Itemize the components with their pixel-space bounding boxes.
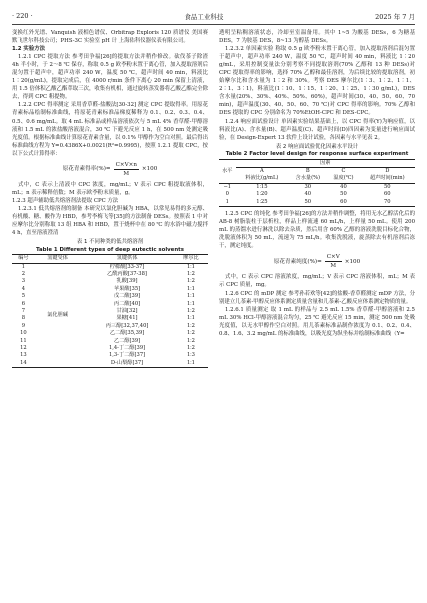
t1-cell-number: 2 xyxy=(21,270,26,277)
t1-col-hbd: 氢键供体 xyxy=(80,255,174,263)
t2-letter-c: C xyxy=(341,168,346,175)
formula-lhs: 原花青素得率(%)= xyxy=(62,166,111,173)
instruments-paragraph: 变换红外光谱、Vanquish 液相色谱仪、Orbitrap Exploris 120 质谱仪 美国赛默飞世尔科技公司；PHS-3C 实验室 pH 计 上海佑科仪器仪表有限公司。 xyxy=(12,30,208,45)
t2-cell: 60 xyxy=(384,191,391,198)
t1-cell-ratio: 1∶2 xyxy=(186,330,195,337)
t2-letter-b: B xyxy=(305,168,310,175)
t2-cell: 1∶20 xyxy=(256,191,268,198)
t1-cell-hbd: 柠檬酸[33-37] xyxy=(109,263,145,270)
t2-sub-time: 超声时间(min) xyxy=(360,175,415,183)
paragraph-1-2-2: 1.2.2 CPC 得率测定 采用香草醛-盐酸法[30-32] 测定 CPC 提取得率。用原花青素标品绘制标准曲线，将原花青素标准品梯度稀释为 0.1、0.2、0.3、0.4、0.5、0.6 mg/mL。取 4 mL 标准品或样品溶液依次与 5 mL 4% 香草醛-甲醇溶液和 1.5 mL 的浓盐酸溶液混合，30 ℃ 下避光反应 1 h，在 500 nm 处测定吸光度值。根据标准曲线计算原花青素含量，以 0.1% 甲醇作为空白对照。最后得出标准曲线方程为 Y=0.4386X+0.0021(R²=0.9995)，按照 1.2.1 提取 CPC，按以下公式计算得率： xyxy=(12,102,208,157)
formula-fraction xyxy=(114,161,139,178)
t2-letter-d: D xyxy=(385,168,390,175)
t2-cell: 1∶25 xyxy=(236,199,289,207)
table-row xyxy=(12,263,208,271)
t1-cell-hba: 氯化胆碱 xyxy=(35,263,80,368)
t2-cell: 1 xyxy=(219,199,236,207)
t1-cell-ratio: 1∶2 xyxy=(186,278,195,285)
formula-denominator: M xyxy=(123,170,130,177)
t1-cell-hbd: 果糖[41] xyxy=(116,315,138,322)
page-number: · 220 · xyxy=(12,12,33,20)
t1-cell-hbd: 乙二醇[39] xyxy=(113,337,141,344)
table-2 xyxy=(219,159,415,207)
t2-cell: 30 xyxy=(304,183,312,190)
t1-col-hba: 氢键受体 xyxy=(35,255,80,263)
table-1-title: 表 1 不同种类的低共熔溶剂 xyxy=(76,239,144,246)
t1-cell-number: 7 xyxy=(21,308,26,315)
table-1 xyxy=(12,254,208,368)
t1-cell-number: 11 xyxy=(20,337,27,344)
t1-cell-ratio: 1∶1 xyxy=(186,263,195,270)
table-1-title-en: Table 1 Different types of deep eutectic solvents xyxy=(36,246,184,253)
t1-cell-ratio: 1∶1 xyxy=(174,360,208,368)
continuation-paragraph: 透明呈粘稠溶液状态，冷却至室温备用。其中 1~5 为酸基 DESs，6 为糖基 DES，7 为胺基 DES，8~13 为醇基 DESs。 xyxy=(219,30,415,45)
t2-cell: 50 xyxy=(288,199,327,207)
t1-cell-number: 10 xyxy=(20,330,27,337)
purity-formula xyxy=(219,253,415,270)
t2-cell: 40 xyxy=(304,191,312,198)
t1-cell-ratio: 1∶1 xyxy=(186,315,195,322)
t2-sub-ratio: 料液比(g/mL) xyxy=(236,175,289,183)
t1-cell-number: 14 xyxy=(12,360,35,368)
t1-cell-hbd: 丙二酸[40] xyxy=(113,300,141,307)
formula-legend: 式中，C 表示上清液中 CPC 浓度，mg/mL；V 表示 CPC 粗提取液体积，mL；n 表示稀释倍数；M 表示欧李粉末质量，g。 xyxy=(12,181,208,196)
t1-cell-ratio: 1∶1 xyxy=(186,300,195,307)
t2-cell: 50 xyxy=(340,191,347,198)
t1-cell-hbd: 乳酸[39] xyxy=(116,278,138,285)
heading-1-2-3: 1.2.3 超声辅助低共熔溶剂法提取 CPC 方法 xyxy=(12,197,119,204)
running-header xyxy=(12,10,415,22)
t2-cell: 50 xyxy=(384,183,391,190)
t1-cell-number: 6 xyxy=(21,300,26,307)
table-2-title: 表 2 响应面试验优化因素水平设计 xyxy=(275,143,359,150)
t1-cell-hbd: 丙三醇[32,37,40] xyxy=(105,322,149,329)
t2-cell: −1 xyxy=(223,183,232,190)
t2-factor-header: 因素 xyxy=(236,159,415,167)
t1-col-number: 编号 xyxy=(12,255,35,263)
right-column xyxy=(219,29,415,338)
formula-rhs: ×100 xyxy=(141,166,158,173)
paragraph-1-2-3-2: 1.2.3.2 单因素实验 称取 0.5 g 欧李粉末置于离心管，加入提取溶剂后混匀置于超声中，超声功率 240 W，温度 50 ℃，超声时间 40 min，料液比 1∶20 g/mL，采用控制变量法分别考察不同提取溶剂(70% 乙醇和 13 种 DESs)对 CPC 提取得率的影响，选择 70% 乙醇和最佳溶剂，为后续比较的提取溶剂，初始摩尔比和含水量为 1∶2 和 30%。考察 DES 摩尔比(1∶3、1∶2、1∶1、2∶1、3∶1)，料液比(1∶10、1∶15、1∶20、1∶25、1∶30 g/mL)，DES 含水量(20%、30%、40%、50%、60%)，超声时间(30、40、50、60、70 min)，超声温度(30、40、50、60、70 ℃)对 CPC 得率的影响。70% 乙醇和 DES 提取的 CPC 分别命名为 70%EtOH-CPC 和 DES-CPC。 xyxy=(219,46,415,117)
t1-cell-ratio: 1∶2 xyxy=(186,322,195,329)
table-1-caption xyxy=(12,239,208,254)
paragraph-1-2-3-1: 1.2.3.1 低共熔溶剂的制备 本研究以氯化胆碱为 HBA，以常见易得的多元醇、有机酸、糖、酸作为 HBD，参考李梅飞等[35]的方法制备 DESs。按照表 1 中对应摩尔比分别称取 13 组 HBA 和 HBD，置于烧杯中在 80 ℃ 的水浴中磁力搅拌 4 h，直至溶液澄清 xyxy=(12,205,208,237)
formula2-lhs: 原花青素纯度(%)= xyxy=(273,258,322,265)
t1-cell-hbd: 乙二醇[35,39] xyxy=(109,330,145,337)
table-2-caption xyxy=(219,144,415,159)
t1-cell-number: 9 xyxy=(21,322,26,329)
formula2-fraction xyxy=(325,253,342,270)
t1-cell-ratio: 1∶2 xyxy=(186,308,195,315)
t2-cell: 1∶15 xyxy=(256,183,268,190)
t1-cell-ratio: 1∶2 xyxy=(186,270,195,277)
t1-cell-number: 1 xyxy=(21,263,26,270)
formula2-denominator: M xyxy=(330,263,337,270)
t1-cell-hbd: D-山梨醇[37] xyxy=(80,360,174,368)
formula2-legend: 式中，C 表示 CPC 溶液浓度，mg/mL；V 表示 CPC 溶液体积，mL；M 表示 CPC 质量，mg。 xyxy=(219,274,415,289)
t1-cell-ratio: 1∶1 xyxy=(186,285,195,292)
t1-cell-number: 4 xyxy=(21,285,26,292)
t1-cell-number: 13 xyxy=(20,352,27,359)
t2-letter-a: A xyxy=(260,168,264,175)
t2-cell: 70 xyxy=(360,199,415,207)
left-column xyxy=(12,29,208,368)
t2-cell: 40 xyxy=(340,183,347,190)
paragraph-1-2-1: 1.2.1 CPC 提取方法 参考田争福[26]的提取方法并稍作修改。砍伐茶子除渣 4h 半小时，于 2～8 ℃ 保存，称取 0.5 g 欧李粉末置于离心管，加入提取溶剂后混匀置于超声中，超声功率 240 W，温度 50 ℃，超声时间 40 min，料液比 1∶20(g/mL)，提取完成后，在 4000 r/min 条件下离心 20 min 保留上清液，用 1.5 倍体积乙酸乙酯萃取三次，收集有机相，通过旋转蒸发器将乙酸乙酯完全除去，得到 CPC 粗提物。 xyxy=(12,54,208,101)
t1-col-ratio: 摩尔比 xyxy=(174,255,208,263)
paragraph-1-2-6: 1.2.6 CPC 的 mDP 测定 参考孙若欢等[42]的盐酸-香草醛测定 mDP 方法，分别建立儿茶素-甲醇反应体系测定质量含量和儿茶素-乙酸反应体系测定物质的量。 xyxy=(219,290,415,305)
formula-numerator: C×V×n xyxy=(114,161,139,170)
journal-name: 食品工业科技 xyxy=(184,12,224,21)
formula2-numerator: C×V xyxy=(325,253,342,262)
yield-formula xyxy=(12,161,208,178)
paragraph-1-2-5: 1.2.5 CPC 的纯化 参考田争福[26]的方法并稍作调整，将用无水乙醇活化后的 AB-8 树脂装柱于层析柱，样品上样流速 60 mL/h，上样量 50 mL。使用 200 mL 的蒸馏水进行淋洗以除去杂质，然后用含 60% 乙醇的溶液洗脱目标化合物，洗脱液体积为 50 mL，流速为 75 mL/h。收集洗脱液，旋蒸除去有机溶剂后冻干，测定纯度。 xyxy=(219,211,415,250)
t1-cell-ratio: 1∶2 xyxy=(186,345,195,352)
t1-cell-ratio: 1∶1 xyxy=(186,293,195,300)
t1-cell-number: 12 xyxy=(20,345,27,352)
t1-cell-hbd: 1,3-丁二醇[37] xyxy=(108,352,146,359)
t1-cell-ratio: 1∶3 xyxy=(186,352,195,359)
t1-cell-number: 5 xyxy=(21,293,26,300)
t2-sub-water: 含水量(%) xyxy=(288,175,327,183)
t1-cell-hbd: 1,4-丁二醇[39] xyxy=(108,345,146,352)
t2-col-level: 水平 xyxy=(219,159,236,183)
t1-cell-number: 3 xyxy=(21,278,26,285)
t1-cell-hbd: 苹果酸[35] xyxy=(113,285,141,292)
formula2-rhs: ×100 xyxy=(344,258,361,265)
table-row xyxy=(219,199,415,207)
section-heading-1-2: 1.2 实验方法 xyxy=(12,46,45,53)
t1-cell-ratio: 1∶2 xyxy=(186,337,195,344)
paragraph-1-2-4: 1.2.4 响应面试验设计 单因素实验结果基础上，以 CPC 得率(Y)为响应值，以料液比(A)、含水量(B)、超声温度(C)、超声时间(D)四因素为变量进行响应面试验，在 Design-Expert 13 软件上设计试验，各因素与水平见表 2。 xyxy=(219,118,415,141)
t1-cell-hbd: 甘油[32] xyxy=(116,308,138,315)
header-rule xyxy=(12,24,415,25)
t1-cell-number: 8 xyxy=(21,315,26,322)
paragraph-1-2-6-1: 1.2.6.1 质量测定 取 1 mL 的样品与 2.5 mL 1.5% 香草醛-甲醇溶液和 2.5 mL 30% HCl-甲醇溶液混合均匀，25 ℃ 避光反应 15 min，测定 500 nm 处吸光度值，以无水甲醇作空白对照。用儿茶素标准品制作浓度为 0.1、0.2、0.4、0.8、1.6、3.2 mg/mL 的标准曲线，以吸光度为纵坐标并绘制标准曲线（Y= xyxy=(219,306,415,337)
t1-cell-hbd: 乙酰丙酸[37-38] xyxy=(107,270,147,277)
t2-sub-temp: 温度(℃) xyxy=(327,175,359,183)
issue-date: 2025 年 7 月 xyxy=(375,12,415,21)
table-2-title-en: Table 2 Factor level design for response surface experiment xyxy=(225,151,409,158)
table-row xyxy=(219,183,415,191)
t1-cell-hbd: 戊二酸[39] xyxy=(113,293,141,300)
t2-cell: 60 xyxy=(327,199,359,207)
t2-cell: 0 xyxy=(225,191,229,198)
table-row xyxy=(219,191,415,198)
